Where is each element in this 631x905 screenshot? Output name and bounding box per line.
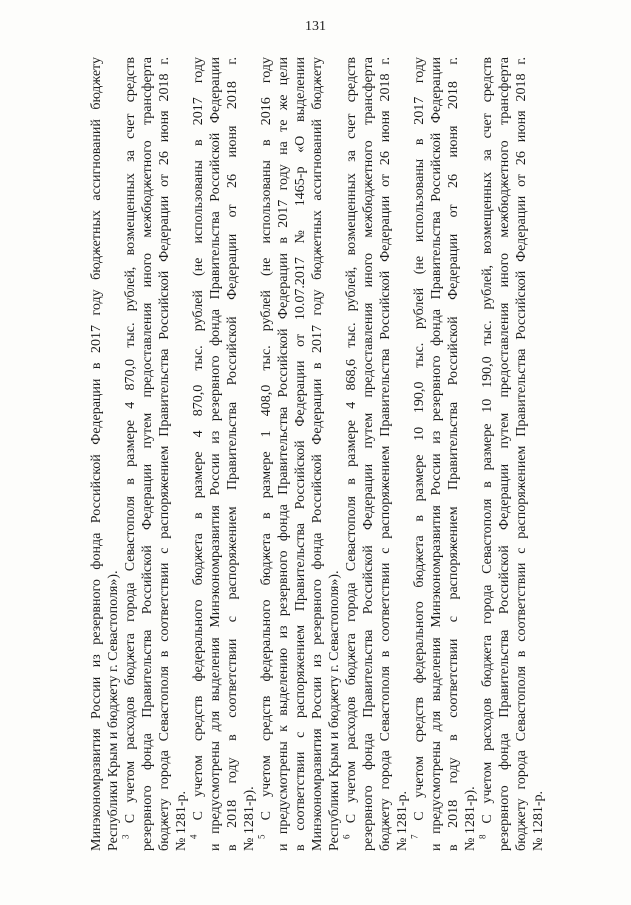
footnote-line: Республики Крым и бюджету г. Севастополя»). [106,570,121,851]
footnote-marker: 7 [409,834,420,839]
footnote-line: бюджету города Севастополя в соответствии с распоряжением Правительства Российской Федерации от 26 июня 2018 г. [157,57,172,851]
footnote-line: бюджету города Севастополя в соответствии с распоряжением Правительства Российской Федерации от 26 июня 2018 г. [514,57,529,851]
footnote-5 [258,57,343,851]
footnote-line: бюджету города Севастополя в соответствии с распоряжением Правительства Российской Федерации от 26 июня 2018 г. [378,57,393,851]
footnote-line-text: С учетом расходов бюджета города Севастополя в размере 4 870,0 тыс. рублей, возмещенных за счет средств [123,56,138,824]
footnote-line: № 1281-р. [395,790,410,851]
footnote-6 [343,57,411,851]
footnote-line: № 1281-р). [463,786,478,851]
footnote-line: резервного фонда Правительства Российской Федерации путем предоставления иного межбюджетного трансферта [140,57,155,851]
footnote-line-text: С учетом расходов бюджета города Севастополя в размере 4 868,6 тыс. рублей, возмещенных за счет средств [344,56,359,824]
footnote-marker: 3 [120,834,131,839]
footnotes-block [88,57,547,851]
footnote-line: в соответствии с распоряжением Правительства Российской Федерации от 10.07.2017 № 1465-р «О выделении [293,57,308,851]
footnote-line: в 2018 году в соответствии с распоряжением Правительства Российской Федерации от 26 июня 2018 г. [446,57,461,851]
footnote-line-text: С учетом расходов бюджета города Севастополя в размере 10 190,0 тыс. рублей, возмещенных за счет средств [480,56,495,824]
footnote-line: Минэкономразвития России из резервного фонда Российской Федерации в 2017 году бюджетных ассигнований бюджету [89,57,104,851]
footnote-line: и предусмотрены для выделения Минэкономразвития России из резервного фонда Правительства Российской Федерации [208,57,223,851]
footnote-marker: 6 [341,834,352,839]
footnote-line: № 1281-р. [531,790,546,851]
footnote-first-line [411,57,428,851]
footnote-line: в 2018 году в соответствии с распоряжением Правительства Российской Федерации от 26 июня 2018 г. [225,57,240,851]
footnote-line-text: С учетом средств федерального бюджета в размере 1 408,0 тыс. рублей (не использованы в 2016 году [259,56,274,821]
footnote-4 [190,57,258,851]
footnote-first-line [343,57,360,851]
footnote-first-line [479,57,496,851]
footnote-line: № 1281-р. [174,790,189,851]
footnote-line: резервного фонда Правительства Российской Федерации путем предоставления иного межбюджетного трансферта [361,57,376,851]
footnote-line: резервного фонда Правительства Российской Федерации путем предоставления иного межбюджетного трансферта [497,57,512,851]
footnote-first-line [258,57,275,851]
footnote-8 [479,57,547,851]
footnote-first-line [190,57,207,851]
footnote-marker: 8 [477,834,488,839]
footnote-line-text: С учетом средств федерального бюджета в размере 10 190,0 тыс. рублей (не использованы в 2017 году [412,56,427,821]
footnote-line: и предусмотрены для выделения Минэкономразвития России из резервного фонда Правительства Российской Федерации [429,57,444,851]
footnote-line: Республики Крым и бюджету г. Севастополя»). [327,570,342,851]
footnote-line: № 1281-р). [242,786,257,851]
footnote-7 [411,57,479,851]
footnote-3 [122,57,190,851]
footnote-first-line [122,57,139,851]
footnote-line: и предусмотрены к выделению из резервного фонда Правительства Российской Федерации в 2017 году на те же цели [276,57,291,851]
footnote-line: Минэкономразвития России из резервного фонда Российской Федерации в 2017 году бюджетных ассигнований бюджету [310,57,325,851]
footnote-line-text: С учетом средств федерального бюджета в размере 4 870,0 тыс. рублей (не использованы в 2017 году [191,56,206,821]
footnote-marker: 5 [256,834,267,839]
page-number: 131 [305,19,326,34]
footnote-continuation [88,57,122,851]
footnote-marker: 4 [188,834,199,839]
